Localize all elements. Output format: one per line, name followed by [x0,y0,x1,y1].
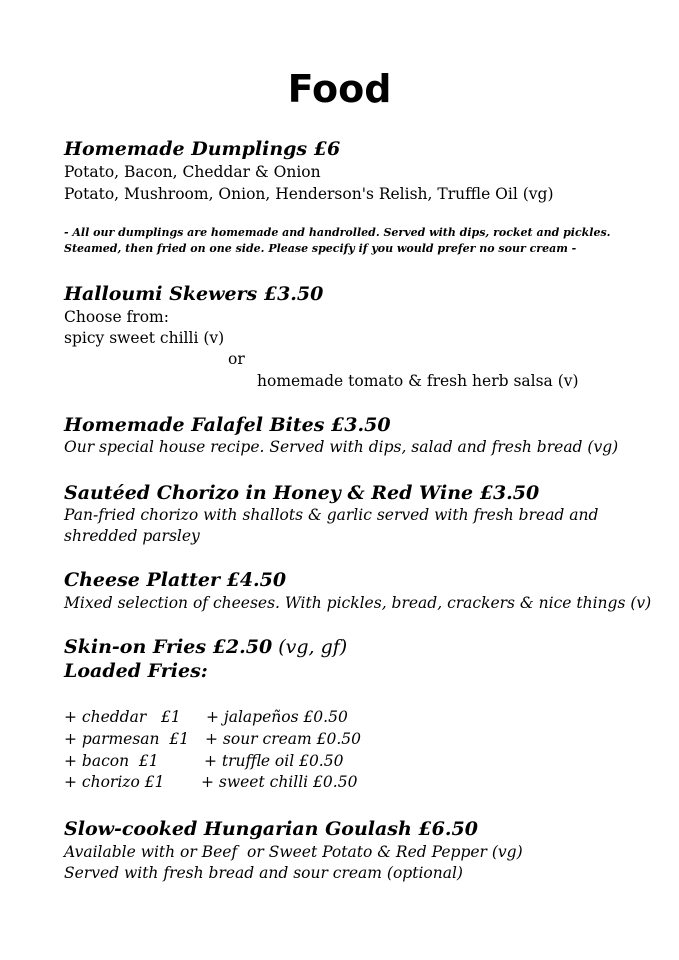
goulash-description-2: Served with fresh bread and sour cream (optional) [64,864,463,882]
goulash-heading: Slow-cooked Hungarian Goulash £6.50 [64,818,478,840]
halloumi-option-2: homemade tomato & fresh herb salsa (v) [257,372,579,390]
topping-left-3: + bacon £1 [64,752,159,770]
fries-heading-suffix: (vg, gf) [272,636,348,658]
topping-left-4: + chorizo £1 [64,773,165,791]
fries-heading-main: Skin-on Fries £2.50 [64,636,273,658]
chorizo-description-1: Pan-fried chorizo with shallots & garlic served with fresh bread and [64,506,599,524]
topping-right-1: + jalapeños £0.50 [206,708,348,726]
topping-left-1: + cheddar £1 [64,708,181,726]
chorizo-description-2: shredded parsley [64,527,200,545]
cheese-heading: Cheese Platter £4.50 [64,569,287,591]
falafel-description: Our special house recipe. Served with dips, salad and fresh bread (vg) [64,438,619,456]
topping-right-2: + sour cream £0.50 [205,730,362,748]
topping-left-2: + parmesan £1 [64,730,190,748]
halloumi-or: or [228,350,245,368]
dumplings-option-1: Potato, Bacon, Cheddar & Onion [64,163,321,181]
dumplings-heading: Homemade Dumplings £6 [64,138,341,160]
dumplings-option-2: Potato, Mushroom, Onion, Henderson's Relish, Truffle Oil (vg) [64,185,554,203]
topping-right-3: + truffle oil £0.50 [204,752,344,770]
topping-right-4: + sweet chilli £0.50 [201,773,358,791]
page-title: Food [287,67,392,111]
cheese-description: Mixed selection of cheeses. With pickles, bread, crackers & nice things (v) [64,594,652,612]
dumplings-note-1: - All our dumplings are homemade and handrolled. Served with dips, rocket and pickles. [64,226,611,239]
halloumi-heading: Halloumi Skewers £3.50 [64,283,324,305]
falafel-heading: Homemade Falafel Bites £3.50 [64,414,391,436]
fries-heading [64,635,347,659]
loaded-fries-heading: Loaded Fries: [64,660,208,682]
halloumi-choose: Choose from: [64,308,169,326]
chorizo-heading: Sautéed Chorizo in Honey & Red Wine £3.50 [64,482,540,504]
goulash-description-1: Available with or Beef or Sweet Potato & Red Pepper (vg) [64,843,523,861]
halloumi-option-1: spicy sweet chilli (v) [64,329,225,347]
dumplings-note-2: Steamed, then fried on one side. Please specify if you would prefer no sour cream - [64,242,577,255]
